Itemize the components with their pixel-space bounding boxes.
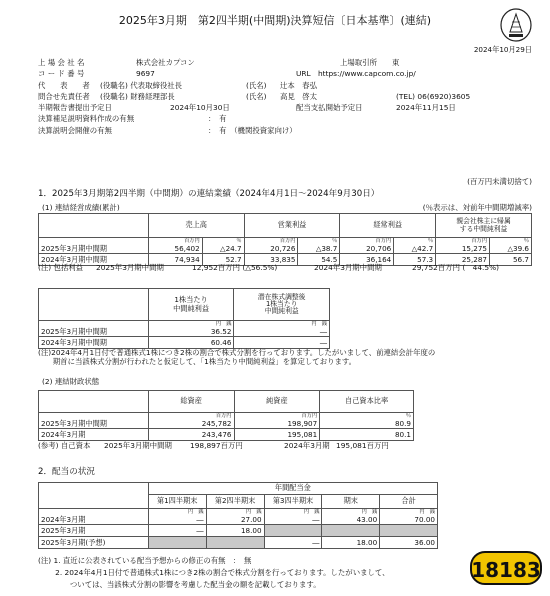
company-name-label: 上 場 会 社 名: [38, 58, 85, 67]
table-row-label: 2025年3月期: [39, 525, 149, 537]
cell: [380, 525, 438, 537]
unit: ％: [427, 238, 434, 244]
header-q3: 第3四半期末: [264, 495, 322, 509]
comprehensive-current-value: 12,952百万円 (△56.5%): [192, 263, 278, 272]
report-date: 2024年10月29日: [473, 45, 532, 54]
cell: [148, 537, 206, 549]
unit: 百万円: [471, 238, 488, 244]
rep-name: 辻本 春弘: [280, 80, 317, 90]
header-net-income: 親会社株主に帰属 する中間純利益: [436, 214, 532, 238]
eps-table: [38, 288, 330, 349]
document-title: 2025年3月期 第2四半期(中間期)決算短信〔日本基準〕(連結): [118, 14, 432, 27]
code: 9697: [136, 69, 155, 79]
table-row-label: 2025年3月期(予想): [39, 537, 149, 549]
company-logo: [500, 8, 532, 42]
table-row-label: 2024年3月期中間期: [39, 337, 149, 349]
dividend-start-label: 配当支払開始予定日: [296, 103, 363, 113]
cell: 20,706: [366, 244, 392, 253]
operating-results-table: [38, 213, 532, 266]
cell: 18.00: [206, 525, 264, 537]
unit: ％: [523, 238, 529, 244]
watermark-logo: [470, 548, 542, 588]
table-row-label: 2025年3月期中間期: [39, 413, 149, 429]
exchange: 東: [392, 58, 400, 67]
exchange-label: 上場取引所: [340, 58, 377, 67]
cell: 52.7: [202, 254, 244, 266]
cell: 70.00: [414, 515, 435, 524]
cell: 74,934: [148, 254, 202, 266]
unit-note: (百万円未満切捨て): [467, 177, 532, 186]
dividend-table: [38, 482, 438, 549]
header-net-sales: 売上高: [148, 214, 244, 238]
header-q1: 第1四半期末: [148, 495, 206, 509]
cell: 15,275: [461, 244, 488, 253]
cell: ―: [234, 337, 330, 349]
unit: 円 銭: [303, 509, 320, 515]
cell: 27.00: [240, 515, 262, 524]
cell: 57.3: [394, 254, 436, 266]
equity-current-label: 2025年3月期中間期: [104, 441, 172, 450]
company-url[interactable]: https://www.capcom.co.jp/: [318, 69, 416, 79]
cell: ―: [312, 515, 320, 524]
section2-heading: 2．配当の状況: [38, 467, 96, 477]
supp-label: 決算補足説明資料作成の有無: [38, 114, 135, 124]
rep-name-label: (氏名): [246, 80, 267, 90]
equity-current-value: 198,897百万円: [190, 441, 243, 450]
cell: 198,907: [287, 419, 318, 428]
comprehensive-prior-label: 2024年3月期中間期: [314, 263, 382, 272]
cell: [206, 537, 264, 549]
code-label: コ ー ド 番 号: [38, 69, 85, 79]
cell: 243,476: [148, 429, 234, 441]
table-row-label: 2025年3月期中間期: [39, 321, 149, 337]
cell: 36.00: [380, 537, 438, 549]
equity-prior-value: 195,081百万円: [336, 441, 389, 450]
unit: 円 銭: [215, 321, 232, 327]
financial-position-heading: (2) 連結財政状態: [42, 377, 100, 386]
comprehensive-current-label: 2025年3月期中間期: [96, 263, 164, 272]
header-operating-income: 営業利益: [244, 214, 340, 238]
unit: ％: [236, 238, 242, 244]
table-row-label: 2024年3月期中間期: [39, 254, 149, 266]
cell: 60.46: [148, 337, 234, 349]
report-plan-label: 半期報告書提出予定日: [38, 103, 112, 113]
table-row-label: 2024年3月期: [39, 429, 149, 441]
header-net-assets: 純資産: [234, 391, 320, 413]
unit: 円 銭: [361, 509, 378, 515]
unit: 百万円: [301, 413, 318, 419]
header-total-assets: 総資産: [148, 391, 234, 413]
table-row-label: 2024年3月期: [39, 509, 149, 525]
cell: 20,726: [270, 244, 296, 253]
cell: △39.6: [507, 244, 529, 253]
cell: 43.00: [356, 515, 378, 524]
cell: 54.5: [298, 254, 340, 266]
dividend-start: 2024年11月15日: [396, 103, 456, 113]
cell: [264, 525, 322, 537]
unit: ％: [405, 413, 411, 419]
cell: 36.52: [210, 327, 232, 336]
header-ordinary-income: 経常利益: [340, 214, 436, 238]
dividend-note-1: (注) 1. 直近に公表されている配当予想からの修正の有無 ： 無: [38, 556, 252, 565]
cell: 25,287: [436, 254, 490, 266]
table-row-label: 2025年3月期中間期: [39, 238, 149, 254]
dividend-note-2: 2. 2024年4月1日付で普通株式1株につき2株の割合で株式分割を行っております。したがいまして、: [38, 568, 390, 577]
cell: 245,782: [201, 419, 232, 428]
comprehensive-prior-value: 29,752百万円 ( 44.5%): [412, 263, 500, 272]
unit: 円 銭: [311, 321, 327, 327]
unit: 百万円: [184, 238, 200, 244]
operating-results-heading: (1) 連結経営成績(累計): [42, 203, 120, 212]
cell: 18.00: [322, 537, 380, 549]
header-q2: 第2四半期末: [206, 495, 264, 509]
cell: 33,835: [244, 254, 298, 266]
contact-label: 問合せ先責任者: [38, 91, 90, 101]
cell: ―: [196, 515, 204, 524]
cell: ―: [264, 537, 322, 549]
cell: △42.7: [411, 244, 434, 253]
watermark-text: 18183: [471, 558, 541, 582]
cell: 80.1: [320, 429, 414, 441]
contact-title: (役職名) 財務経理部長: [100, 91, 175, 101]
briefing-value: ： 有 （機関投資家向け）: [208, 125, 297, 135]
header-diluted-eps: 潜在株式調整後 1株当たり 中間純利益: [234, 289, 330, 321]
cell: 195,081: [234, 429, 320, 441]
cell: △24.7: [220, 244, 242, 253]
header-eps: 1株当たり 中間純利益: [148, 289, 234, 321]
unit: 百万円: [375, 238, 392, 244]
operating-results-note: (％表示は、対前年中間期増減率): [422, 203, 532, 212]
cell: 36,164: [340, 254, 394, 266]
cell: ―: [148, 525, 206, 537]
url-label: URL: [296, 69, 311, 79]
header-year-end: 期末: [322, 495, 380, 509]
supp-value: ： 有: [208, 114, 227, 124]
cell: [322, 525, 380, 537]
header-equity-ratio: 自己資本比率: [320, 391, 414, 413]
unit: 円 銭: [188, 509, 204, 515]
section1-heading: 1．2025年3月期第2四半期（中間期）の連結業績（2024年4月1日～2024年9月30日）: [38, 189, 380, 199]
contact-name-label: (氏名): [246, 91, 267, 101]
rep-title: (役職名) 代表取締役社長: [100, 80, 183, 90]
equity-prior-label: 2024年3月期: [284, 441, 330, 450]
cell: △38.7: [315, 244, 338, 253]
cell: 56.7: [490, 254, 532, 266]
rep-label: 代 表 者: [38, 80, 90, 90]
report-plan: 2024年10月30日: [170, 103, 230, 113]
financial-position-table: [38, 390, 414, 441]
contact-name: 高見 啓太: [280, 91, 317, 101]
dividend-note-3: ついては、当該株式分割の影響を考慮した配当金の額を記載しております。: [38, 580, 321, 589]
cell: ―: [319, 327, 327, 336]
unit: ％: [332, 238, 338, 244]
cell: 80.9: [394, 419, 411, 428]
equity-label: (参考) 自己資本: [38, 441, 91, 450]
unit: 円 銭: [245, 509, 262, 515]
header-annual-dividend: 年間配当金: [148, 483, 437, 495]
briefing-label: 決算説明会開催の有無: [38, 125, 112, 135]
unit: 円 銭: [419, 509, 435, 515]
cell: 56,402: [174, 244, 200, 253]
eps-note: (注)2024年4月1日付で普通株式1株につき2株の割合で株式分割を行っております。したがいまして、前連結会計年度の 期首に当該株式分割が行われたと仮定して、「1株当たり中間純利益」を算定しております。: [38, 348, 436, 367]
contact-tel: (TEL) 06(6920)3605: [396, 91, 471, 101]
comprehensive-income-label: (注) 包括利益: [38, 263, 84, 272]
company-name: 株式会社カプコン: [136, 58, 195, 67]
unit: 百万円: [215, 413, 232, 419]
unit: 百万円: [279, 238, 296, 244]
header-total: 合計: [380, 495, 438, 509]
